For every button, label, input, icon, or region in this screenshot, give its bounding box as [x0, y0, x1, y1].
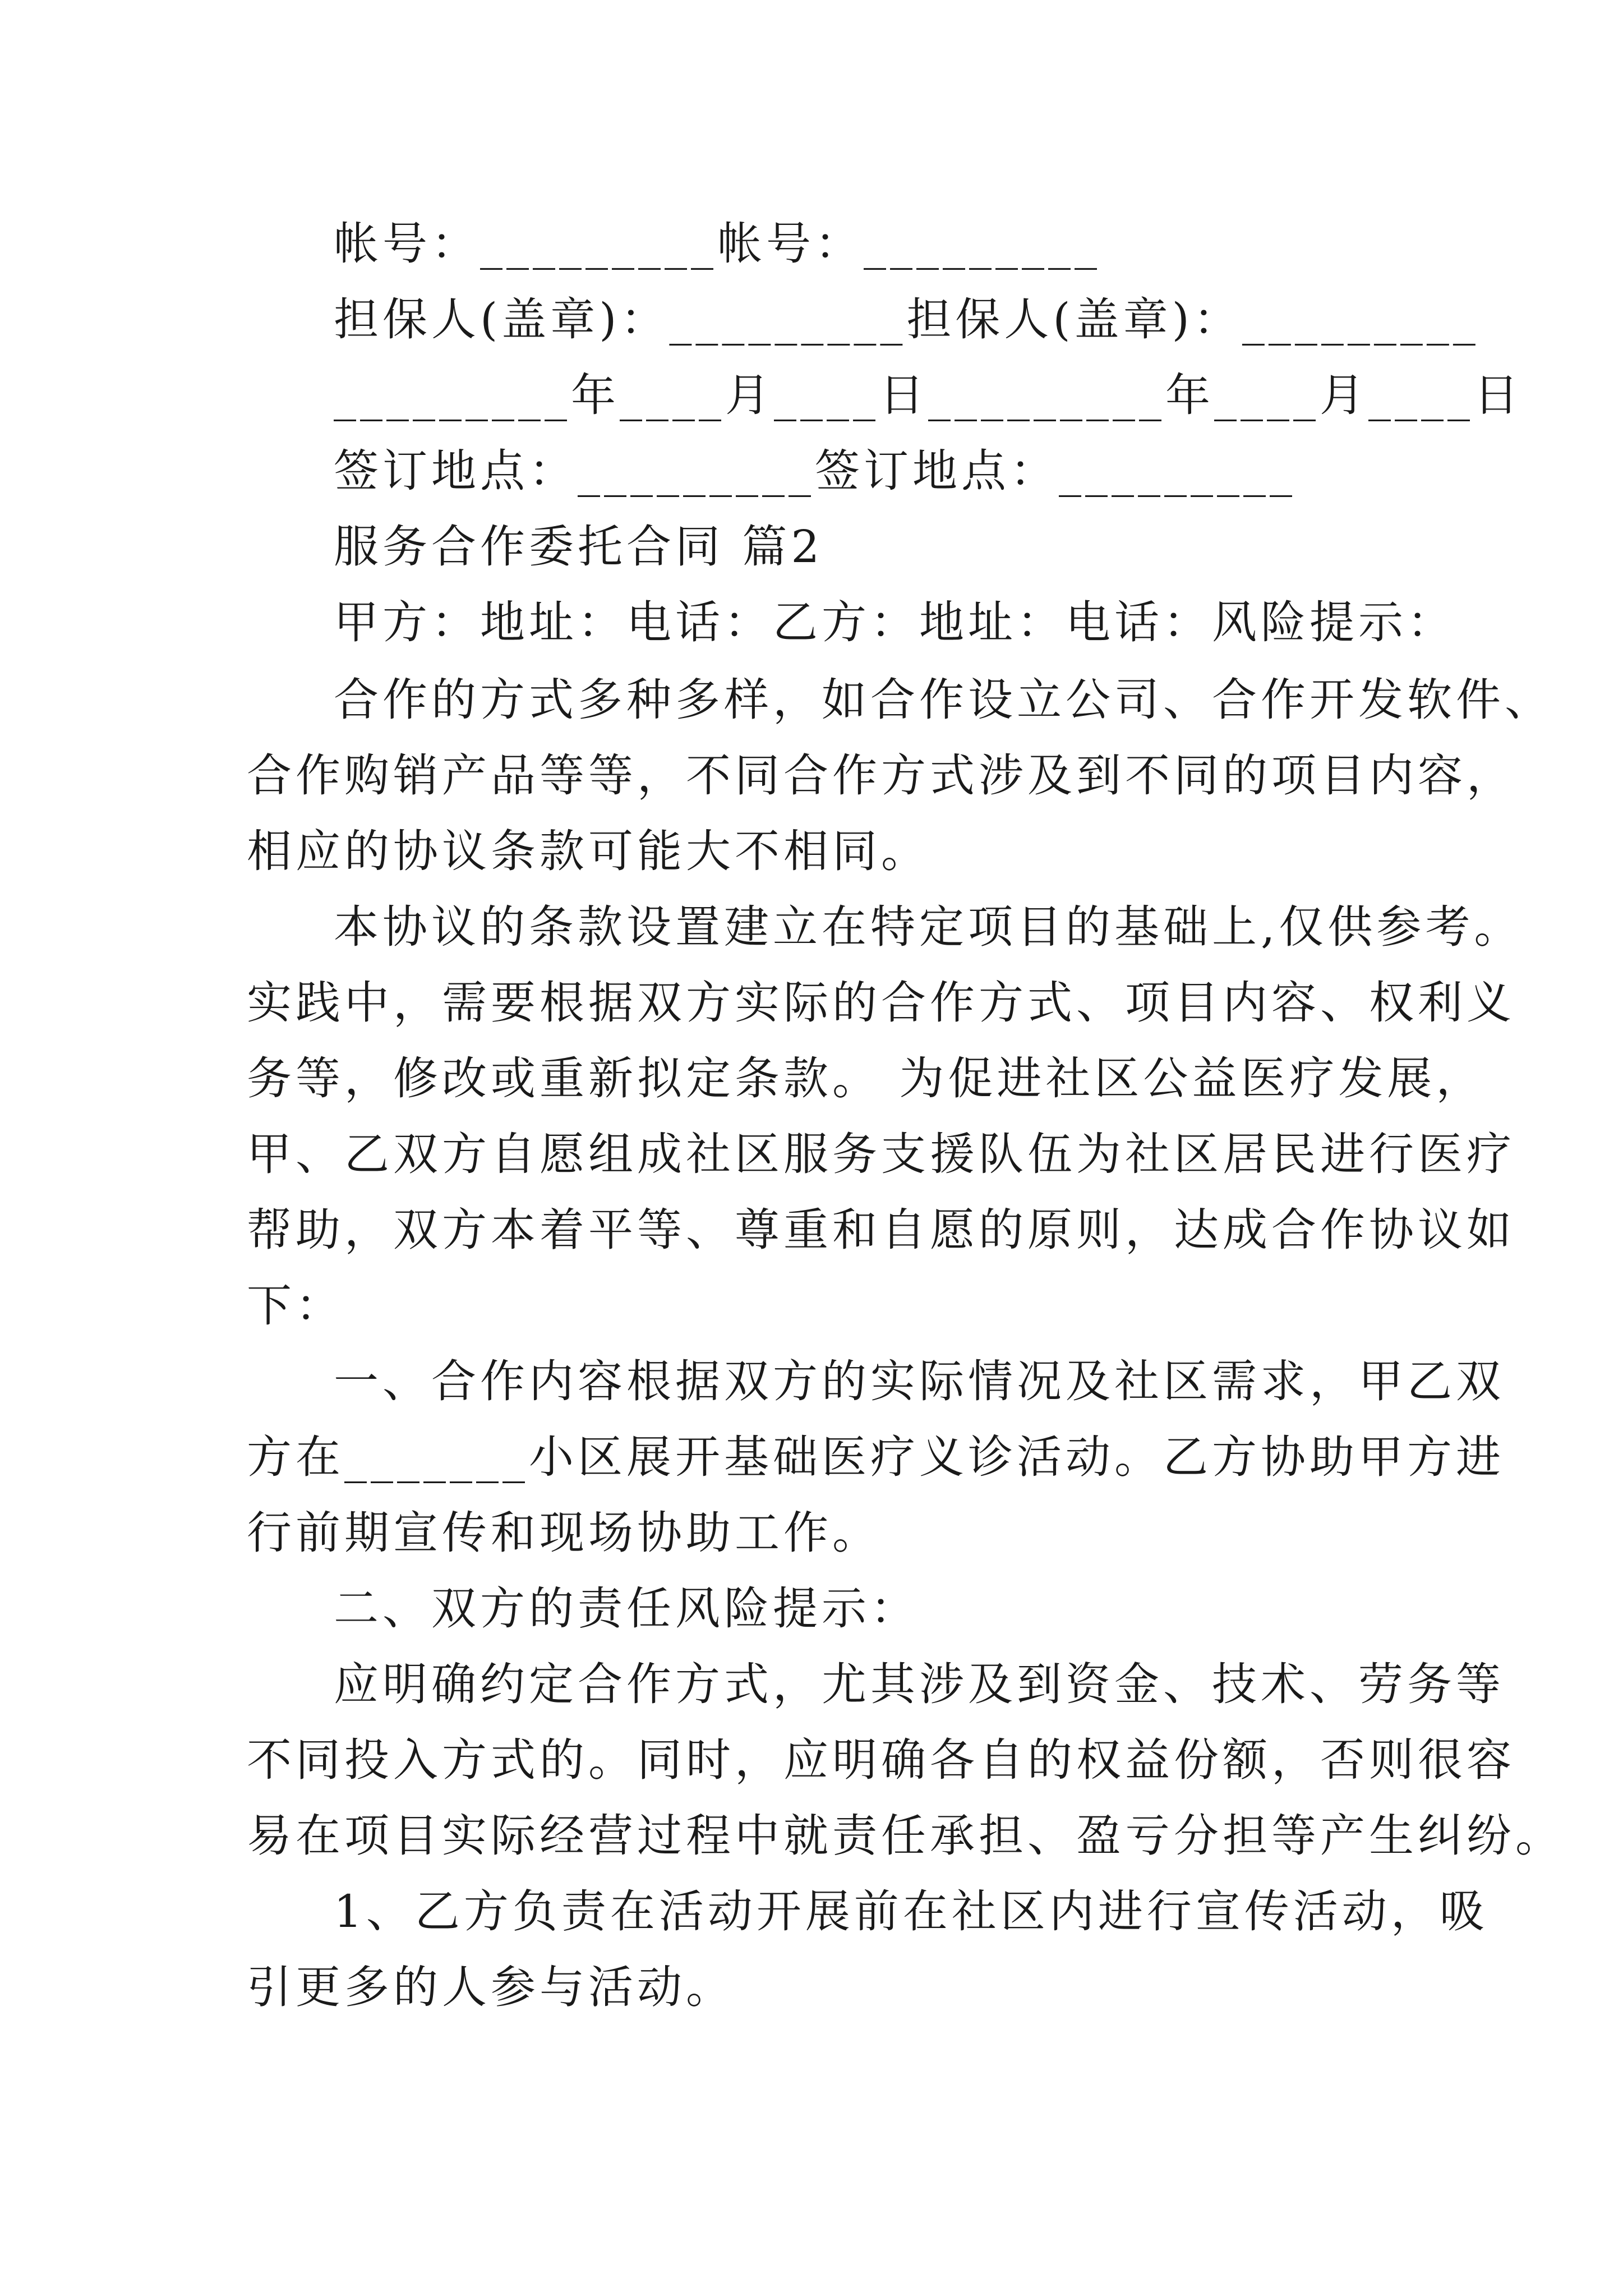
paragraph-line: 不同投入方式的。同时，应明确各自的权益份额，否则很容 — [247, 1734, 1515, 1786]
paragraph-line: 务等，修改或重新拟定条款。 为促进社区公益医疗发展， — [247, 1052, 1485, 1105]
paragraph-line: 二、双方的责任风险提示： — [334, 1582, 919, 1635]
paragraph-line: 一、合作内容根据双方的实际情况及社区需求，甲乙双 — [334, 1355, 1505, 1407]
paragraph-line: 引更多的人参与活动。 — [247, 1961, 735, 2013]
parties-line: 甲方：地址：电话：乙方：地址：电话：风险提示： — [334, 596, 1456, 648]
paragraph-line: 易在项目实际经营过程中就责任承担、盈亏分担等产生纠纷。 — [247, 1810, 1564, 1862]
paragraph-line: 应明确约定合作方式，尤其涉及到资金、技术、劳务等 — [334, 1658, 1505, 1710]
paragraph-line: 行前期宣传和现场协助工作。 — [247, 1507, 881, 1559]
paragraph-line: 相应的协议条款可能大不相同。 — [247, 825, 930, 877]
paragraph-line: 甲、乙双方自愿组成社区服务支援队伍为社区居民进行医疗 — [247, 1128, 1515, 1180]
paragraph-line: 本协议的条款设置建立在特定项目的基础上,仅供参考。 — [334, 901, 1523, 953]
guarantor-line: 担保人(盖章)：_________担保人(盖章)：_________ — [334, 293, 1479, 346]
paragraph-line: 合作购销产品等等，不同合作方式涉及到不同的项目内容， — [247, 749, 1515, 802]
paragraph-line: 1、乙方负责在活动开展前在社区内进行宣传活动，吸 — [334, 1885, 1488, 1938]
paragraph-line: 下： — [247, 1280, 344, 1332]
paragraph-line: 合作的方式多种多样，如合作设立公司、合作开发软件、 — [334, 674, 1553, 726]
signing-place-line: 签订地点：_________签订地点：_________ — [334, 445, 1296, 497]
paragraph-line: 方在_______小区展开基础医疗义诊活动。乙方协助甲方进 — [247, 1431, 1505, 1483]
section-title: 服务合作委托合同 篇2 — [334, 521, 824, 573]
paragraph-line: 实践中，需要根据双方实际的合作方式、项目内容、权利义 — [247, 977, 1515, 1029]
paragraph-line: 帮助，双方本着平等、尊重和自愿的原则，达成合作协议如 — [247, 1204, 1515, 1256]
date-line: _________年____月____日_________年____月____日 — [334, 369, 1523, 421]
account-line: 帐号：_________帐号：_________ — [334, 218, 1101, 270]
